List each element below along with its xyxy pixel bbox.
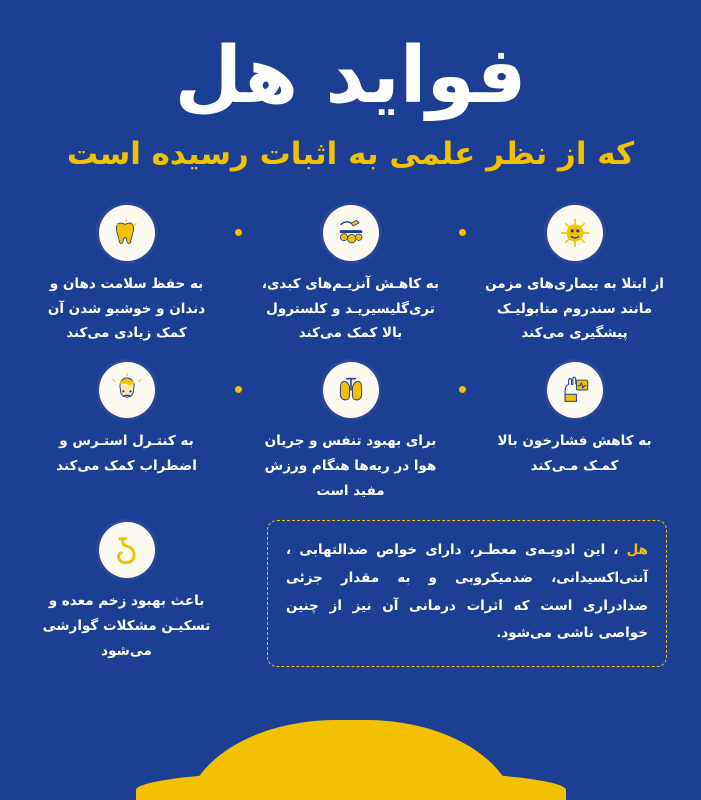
separator-dot — [235, 386, 242, 393]
page-subtitle: که از نظر علمی به اثبات رسیده است — [66, 136, 635, 173]
benefit-text: به حفظ سلامت دهان و دندان و خوشبو شدن آن کمک زیادی می‌کند — [47, 275, 206, 342]
benefit-item-blood-pressure — [482, 358, 667, 489]
benefit-item-fat-cells — [258, 201, 443, 357]
benefit-item-tooth — [34, 201, 219, 357]
poster-header — [0, 0, 701, 175]
summary-note — [267, 520, 667, 667]
decorative-blob — [186, 720, 516, 800]
benefit-text: به کاهش فشارخون بالا کمـک مـی‌کند — [497, 433, 652, 475]
benefits-grid — [0, 201, 701, 515]
note-text: ، این ادویـه‌ی معطـر، دارای خواص ضدالتهابی ، آنتی‌اکسیدانی، ضدمیکروبی و به مقدار جزئی ضدادراری است که اثرات درمانی آن نیز از چنین خواصی ناشی می‌شود. — [286, 542, 648, 642]
benefit-text: از ابتلا به بیماری‌های مزمن مانند سندروم متابولیـک پیشگیری می‌کند — [485, 275, 664, 342]
benefit-text: به کاهـش آنزیـم‌های کبدی، تری‌گلیسیریـد و کلسترول بالا کمک می‌کند — [261, 275, 440, 342]
benefits-row — [34, 358, 667, 514]
blood-pressure-icon — [547, 362, 603, 418]
benefit-item-lungs — [258, 358, 443, 514]
separator-dot — [235, 229, 242, 236]
separator-dot — [459, 386, 466, 393]
benefit-item-virus — [482, 201, 667, 357]
stress-head-icon — [99, 362, 155, 418]
benefit-text: به کنتـرل استـرس و اضطراب کمک می‌کند — [56, 433, 197, 475]
note-keyword: هل — [626, 542, 648, 559]
benefit-text: باعث بهبود زخم معده و تسکیـن مشکلات گوارشی می‌شود — [42, 593, 211, 660]
separator-dot — [459, 229, 466, 236]
page-title: فواید هل — [174, 31, 527, 121]
lungs-icon — [323, 362, 379, 418]
bottom-section — [0, 520, 701, 667]
stomach-icon — [99, 522, 155, 578]
benefit-item-stress — [34, 358, 219, 489]
benefit-text: برای بهبود تنفس و جریان هوا در ریه‌ها هنگام ورزش مفید است — [264, 433, 437, 500]
benefit-item-stomach — [34, 520, 219, 664]
tooth-icon — [99, 205, 155, 261]
virus-icon — [547, 205, 603, 261]
fat-cells-icon — [323, 205, 379, 261]
benefits-row — [34, 201, 667, 357]
